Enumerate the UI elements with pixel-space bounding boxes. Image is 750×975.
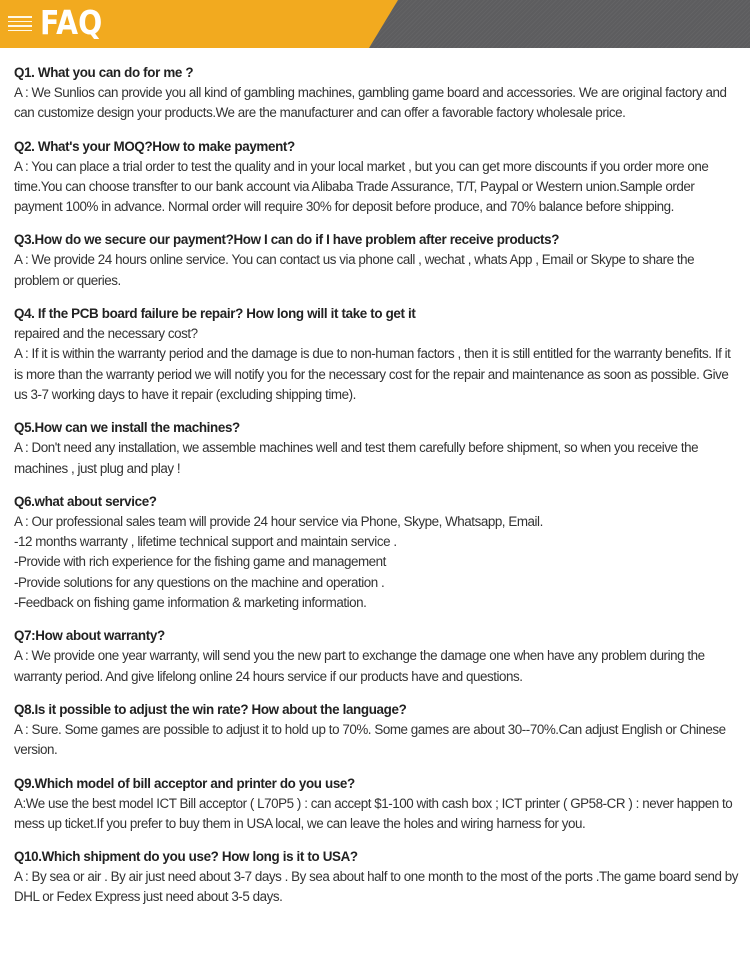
faq-question: Q3.How do we secure our payment?How I can do if I have problem after receive products? bbox=[14, 232, 560, 248]
faq-item-3 bbox=[14, 230, 742, 291]
faq-question: Q1. What you can do for me ? bbox=[14, 65, 194, 80]
faq-answer: A : Don't need any installation, we assemble machines well and test them carefully before shipment, so when you receive the machines , just plug and play ! bbox=[14, 440, 699, 476]
faq-item-10 bbox=[14, 847, 742, 908]
faq-question: Q6.what about service? bbox=[14, 493, 157, 509]
faq-item-4 bbox=[14, 304, 742, 405]
faq-question: Q5.How can we install the machines? bbox=[14, 420, 240, 436]
faq-bullet: -Provide with rich experience for the fishing game and management bbox=[14, 554, 386, 570]
faq-answer: A : You can place a trial order to test the quality and in your local market , but you can get more discounts if you order more one time.You can choose transfter to our bank account via Alibaba Trade Assurance, T/T, Paypal or Western union.Sample order payment 100% in advance. Normal order will require 30% for deposit before produce, and 70% balance before shipping. bbox=[14, 158, 709, 215]
faq-bullet: -Provide solutions for any questions on the machine and operation . bbox=[14, 574, 385, 590]
faq-question: Q9.Which model of bill acceptor and printer do you use? bbox=[14, 775, 355, 791]
faq-item-2 bbox=[14, 137, 742, 218]
faq-item-8 bbox=[14, 700, 742, 761]
faq-answer: A : We provide one year warranty, will send you the new part to exchange the damage one when have any problem during the warranty period. And give lifelong online 24 hours service if our products have and questions. bbox=[14, 648, 705, 684]
hamburger-lines-icon bbox=[8, 16, 32, 35]
faq-bullet: -12 months warranty , lifetime technical support and maintain service . bbox=[14, 534, 397, 550]
faq-item-7 bbox=[14, 626, 742, 687]
faq-bullet: -Feedback on fishing game information & marketing information. bbox=[14, 595, 367, 611]
faq-item-5 bbox=[14, 418, 742, 479]
faq-answer: A : Our professional sales team will provide 24 hour service via Phone, Skype, Whatsapp, Email. bbox=[14, 513, 543, 529]
faq-answer: A : If it is within the warranty period and the damage is due to non-human factors , then it is still entitled for the warranty benefits. If it is more than the warranty period we will notify you for the necessary cost for the repair and maintenance as soon as possible. Give us 3-7 working days to have it repair (excluding shipping time). bbox=[14, 346, 731, 402]
faq-answer: A : We provide 24 hours online service. You can contact us via phone call , wechat , whats App , Email or Skype to share the problem or queries. bbox=[14, 252, 695, 288]
faq-item-6 bbox=[14, 492, 742, 613]
faq-header-banner bbox=[0, 0, 750, 48]
faq-answer: A : We Sunlios can provide you all kind of gambling machines, gambling game board and accessories. We are original factory and can customize design your products.We are the manufacturer and can offer a favorable factory wholesale price. bbox=[14, 85, 727, 121]
faq-question-continuation: repaired and the necessary cost? bbox=[14, 326, 198, 342]
faq-question: Q7:How about warranty? bbox=[14, 628, 165, 644]
faq-question: Q4. If the PCB board failure be repair? How long will it take to get it bbox=[14, 306, 416, 322]
faq-item-9 bbox=[14, 774, 742, 835]
faq-answer: A : Sure. Some games are possible to adjust it to hold up to 70%. Some games are about 30--70%.Can adjust English or Chinese version. bbox=[14, 721, 726, 758]
faq-answer: A:We use the best model ICT Bill acceptor ( L70P5 ) : can accept $1-100 with cash box ; ICT printer ( GP58-CR ) : never happen to mess up ticket.If you prefer to buy them in USA local, we can leave the holes and wiring harness for you. bbox=[14, 795, 733, 831]
page-title: FAQ bbox=[40, 3, 103, 42]
faq-item-1 bbox=[14, 63, 742, 124]
faq-question: Q2. What's your MOQ?How to make payment? bbox=[14, 138, 295, 154]
faq-question: Q10.Which shipment do you use? How long is it to USA? bbox=[14, 849, 358, 865]
faq-question: Q8.Is it possible to adjust the win rate? How about the language? bbox=[14, 701, 407, 717]
faq-list bbox=[14, 63, 742, 921]
faq-answer: A : By sea or air . By air just need about 3-7 days . By sea about half to one month to the most of the ports .The game board send by DHL or Fedex Express just need about 3-5 days. bbox=[14, 869, 738, 905]
